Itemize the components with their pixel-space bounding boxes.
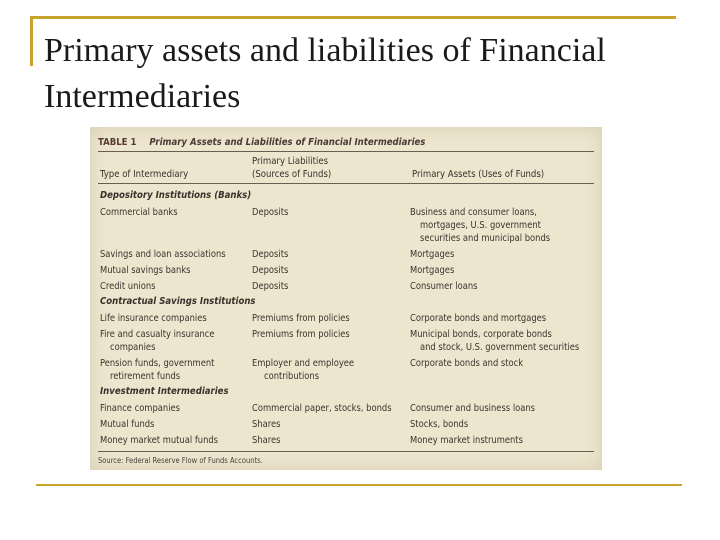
cell-liability: contributions — [264, 371, 320, 382]
cell-intermediary: retirement funds — [110, 371, 181, 382]
cell-asset: Mortgages — [410, 265, 455, 276]
table-caption: Primary Assets and Liabilities of Financial Intermediaries — [149, 137, 426, 148]
cell-liability: Deposits — [252, 281, 289, 292]
cell-asset: securities and municipal bonds — [420, 233, 551, 244]
frame-bottom-rule — [36, 484, 682, 486]
col-liabilities-line2: (Sources of Funds) — [252, 169, 332, 180]
col-liabilities-line1: Primary Liabilities — [252, 156, 329, 167]
table-rule-bottom — [98, 451, 594, 452]
table-header — [98, 137, 425, 148]
cell-liability: Shares — [252, 435, 281, 446]
cell-asset: mortgages, U.S. government — [420, 220, 541, 231]
cell-liability: Shares — [252, 419, 281, 430]
cell-liability: Premiums from policies — [252, 313, 350, 324]
cell-intermediary: companies — [110, 342, 156, 353]
cell-asset: Municipal bonds, corporate bonds — [410, 329, 552, 340]
table-rule-top — [98, 151, 594, 152]
cell-asset: Stocks, bonds — [410, 419, 469, 430]
cell-asset: Consumer and business loans — [410, 403, 536, 414]
cell-intermediary: Commercial banks — [100, 207, 178, 218]
cell-liability: Deposits — [252, 207, 289, 218]
section-heading: Contractual Savings Institutions — [100, 296, 256, 307]
col-assets-header: Primary Assets (Uses of Funds) — [412, 169, 545, 180]
cell-intermediary: Finance companies — [100, 403, 181, 414]
cell-intermediary: Savings and loan associations — [100, 249, 226, 260]
cell-liability: Premiums from policies — [252, 329, 350, 340]
col-type-header: Type of Intermediary — [100, 169, 189, 180]
cell-intermediary: Credit unions — [100, 281, 156, 292]
cell-asset: Business and consumer loans, — [410, 207, 537, 218]
cell-asset: Mortgages — [410, 249, 455, 260]
cell-intermediary: Life insurance companies — [100, 313, 207, 324]
cell-asset: Corporate bonds and mortgages — [410, 313, 547, 324]
slide-title: Primary assets and liabilities of Financial Intermediaries — [44, 32, 606, 115]
col-liabilities-header — [252, 155, 331, 181]
cell-liability: Employer and employee — [252, 358, 355, 369]
cell-asset: Money market instruments — [410, 435, 523, 446]
cell-liability: Deposits — [252, 265, 289, 276]
table-source: Source: Federal Reserve Flow of Funds Accounts. — [98, 456, 263, 465]
cell-asset: Corporate bonds and stock — [410, 358, 524, 369]
table-image — [90, 127, 602, 470]
cell-liability: Commercial paper, stocks, bonds — [252, 403, 392, 414]
table-rule-header — [98, 183, 594, 184]
cell-intermediary: Pension funds, government — [100, 358, 215, 369]
cell-intermediary: Mutual savings banks — [100, 265, 191, 276]
frame-left-rule — [30, 16, 33, 66]
cell-asset: Consumer loans — [410, 281, 478, 292]
cell-asset: and stock, U.S. government securities — [420, 342, 580, 353]
section-heading: Depository Institutions (Banks) — [100, 190, 252, 201]
frame-top-rule — [30, 16, 676, 19]
cell-liability: Deposits — [252, 249, 289, 260]
cell-intermediary: Mutual funds — [100, 419, 155, 430]
table-number: TABLE 1 — [98, 137, 137, 148]
cell-intermediary: Fire and casualty insurance — [100, 329, 215, 340]
section-heading: Investment Intermediaries — [100, 386, 229, 397]
cell-intermediary: Money market mutual funds — [100, 435, 219, 446]
